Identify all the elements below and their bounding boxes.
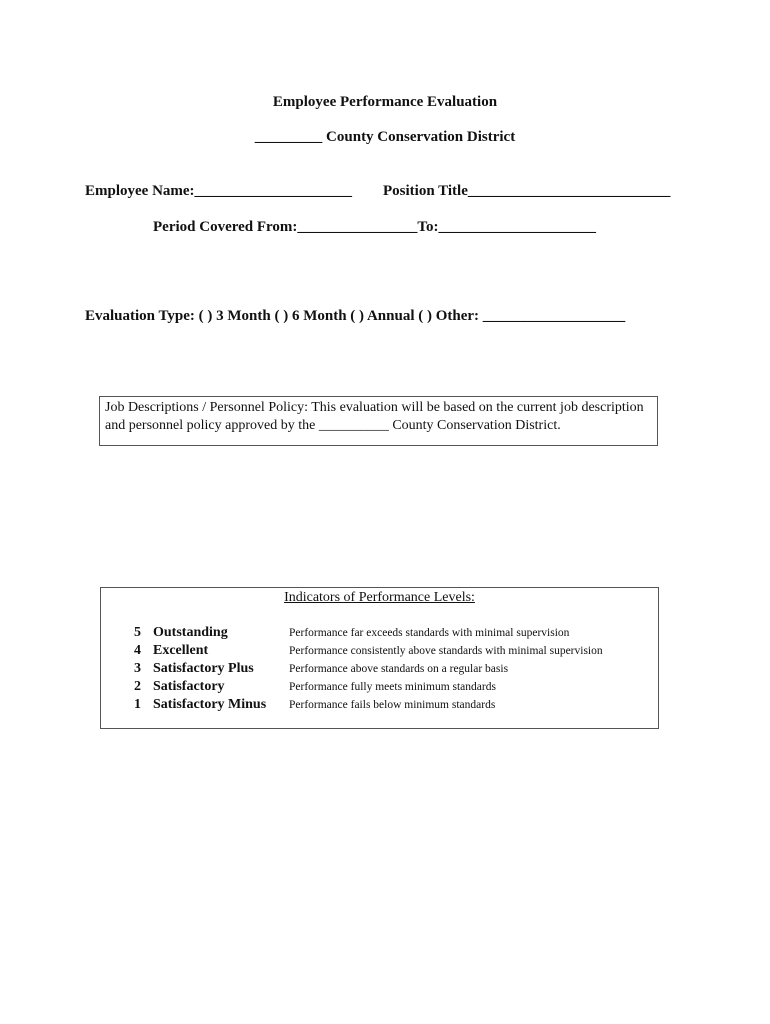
employee-name-field: Employee Name:_____________________ xyxy=(85,183,353,199)
level-description: Performance fully meets minimum standards xyxy=(289,681,496,693)
level-description: Performance far exceeds standards with minimal supervision xyxy=(289,627,570,639)
district-subtitle: _________ County Conservation District xyxy=(254,129,516,145)
level-row xyxy=(101,643,658,661)
level-number: 4 xyxy=(134,643,141,658)
indicators-box xyxy=(100,587,659,729)
period-covered-field: Period Covered From:________________To:_____________________ xyxy=(153,219,597,235)
level-number: 5 xyxy=(134,625,141,640)
level-name: Excellent xyxy=(153,643,209,658)
level-description: Performance fails below minimum standards xyxy=(289,699,496,711)
level-name: Outstanding xyxy=(153,625,228,640)
evaluation-type-field: Evaluation Type: ( ) 3 Month ( ) 6 Month ( ) Annual ( ) Other: ___________________ xyxy=(85,308,626,324)
policy-text: Job Descriptions / Personnel Policy: This evaluation will be based on the current job description and personnel policy approved by the __________ County Conservation District. xyxy=(105,400,644,433)
level-row xyxy=(101,625,658,643)
level-name: Satisfactory xyxy=(153,679,225,694)
level-row xyxy=(101,679,658,697)
policy-box xyxy=(99,396,658,446)
page-title: Employee Performance Evaluation xyxy=(272,94,498,110)
level-number: 2 xyxy=(134,679,141,694)
level-row xyxy=(101,661,658,679)
level-name: Satisfactory Plus xyxy=(153,661,254,676)
position-title-field: Position Title___________________________ xyxy=(383,183,671,199)
level-number: 1 xyxy=(134,697,141,712)
level-description: Performance above standards on a regular basis xyxy=(289,663,509,675)
level-row xyxy=(101,697,658,715)
indicators-heading: Indicators of Performance Levels: xyxy=(284,590,475,605)
level-description: Performance consistently above standards with minimal supervision xyxy=(289,645,603,657)
level-number: 3 xyxy=(134,661,141,676)
level-name: Satisfactory Minus xyxy=(153,697,267,712)
